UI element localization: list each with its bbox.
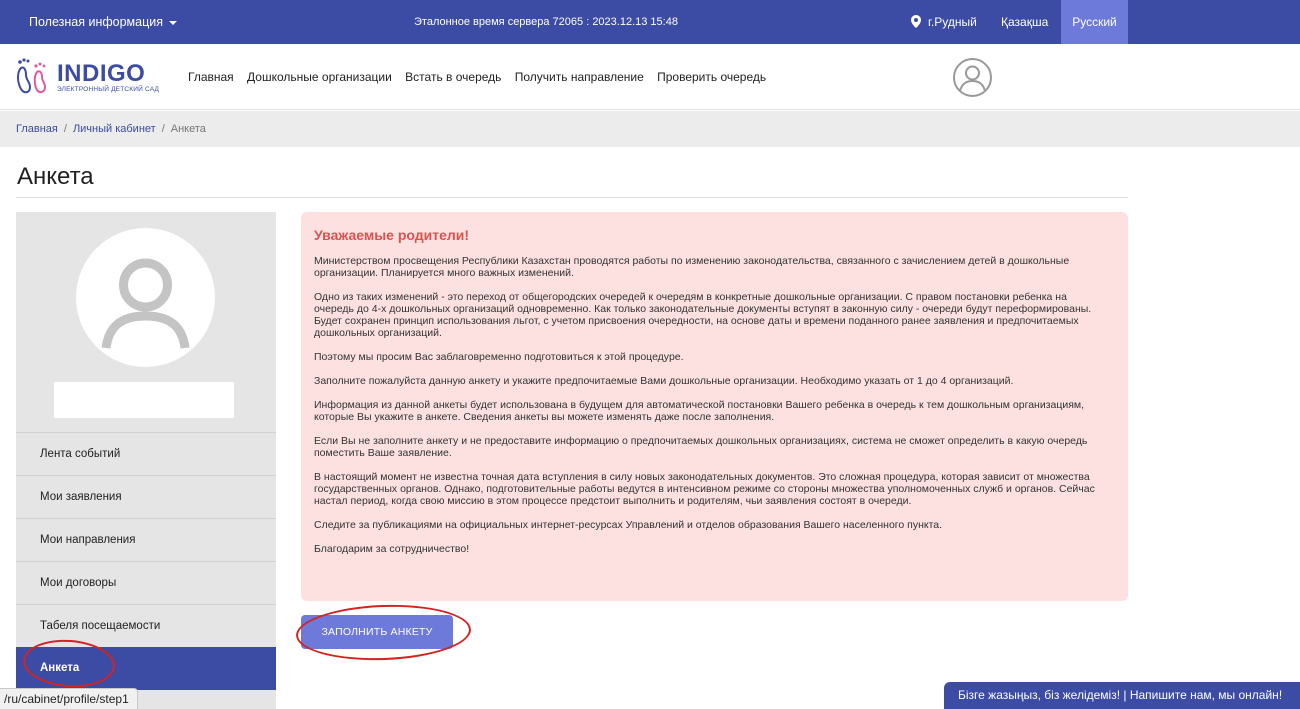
top-bar bbox=[0, 0, 1300, 44]
breadcrumb: Главная / Личный кабинет / Анкета bbox=[0, 111, 1300, 147]
notice-paragraph: Если Вы не заполните анкету и не предоставите информацию о предпочитаемых дошкольных организациях, система не сможет определить в какую очередь поместить Ваше заявление. bbox=[314, 435, 1088, 459]
notice-paragraph: Благодарим за сотрудничество! bbox=[314, 543, 470, 555]
notice-paragraph: Следите за публикациями на официальных интернет-ресурсах Управлений и отделов образования Вашего населенного пункта. bbox=[314, 519, 943, 531]
profile-avatar-icon bbox=[76, 228, 215, 367]
nav-home[interactable]: Главная bbox=[188, 70, 234, 84]
info-menu-label: Полезная информация bbox=[29, 15, 163, 29]
info-menu-dropdown[interactable] bbox=[29, 15, 177, 29]
main-nav bbox=[188, 70, 776, 84]
nav-preschools[interactable]: Дошкольные организации bbox=[247, 70, 392, 84]
status-bar-url: /ru/cabinet/profile/step1 bbox=[0, 688, 138, 709]
sidebar-item-questionnaire[interactable]: Анкета bbox=[16, 647, 276, 690]
location-pin-icon bbox=[911, 15, 921, 28]
server-time: Эталонное время сервера 72065 : 2023.12.13 15:48 bbox=[414, 16, 678, 28]
user-avatar-icon[interactable] bbox=[953, 58, 992, 97]
chat-widget-button[interactable]: Бізге жазыңыз, біз желідеміз! | Напишите нам, мы онлайн! bbox=[944, 682, 1300, 709]
sidebar-item-contracts[interactable]: Мои договоры bbox=[16, 561, 276, 604]
logo-footprint-icon bbox=[15, 56, 53, 96]
nav-check-queue[interactable]: Проверить очередь bbox=[657, 70, 767, 84]
city-label: г.Рудный bbox=[928, 15, 977, 29]
profile-card bbox=[16, 212, 276, 432]
notice-paragraph: Информация из данной анкеты будет использована в будущем для автоматической постановки Вашего ребенка в очередь к тем дошкольным организациям, которые Вы укажите в анкете. Сведения анкеты вы можете изменять даже после заполнения. bbox=[314, 399, 1085, 423]
lang-kazakh-link[interactable]: Қазақша bbox=[1001, 15, 1049, 29]
breadcrumb-current: Анкета bbox=[170, 123, 206, 135]
nav-get-referral[interactable]: Получить направление bbox=[514, 70, 644, 84]
sidebar-item-attendance[interactable]: Табеля посещаемости bbox=[16, 604, 276, 647]
page-title: Анкета bbox=[17, 163, 94, 190]
profile-sidebar bbox=[16, 212, 276, 709]
caret-down-icon bbox=[169, 21, 177, 25]
breadcrumb-cabinet[interactable]: Личный кабинет bbox=[72, 123, 156, 135]
sidebar-item-events[interactable]: Лента событий bbox=[16, 432, 276, 475]
sidebar-item-referrals[interactable]: Мои направления bbox=[16, 518, 276, 561]
notice-paragraph: В настоящий момент не известна точная дата вступления в силу новых законодательных документов. Это сложная процедура, которая зависит от множества государственных органов. Однако, подготовительные работы ведутся в интенсивном режиме со стороны множества уполномоченных служб и органов. Сейчас настал период, когда свою миссию в этом процессе предстоит выполнить и родителям, чьи заявления состоят в очереди. bbox=[314, 471, 1095, 507]
fill-questionnaire-button[interactable]: ЗАПОЛНИТЬ АНКЕТУ bbox=[301, 615, 453, 649]
nav-join-queue[interactable]: Встать в очередь bbox=[405, 70, 502, 84]
title-divider bbox=[16, 197, 1128, 198]
notice-paragraph: Заполните пожалуйста данную анкету и укажите предпочитаемые Вами дошкольные организации. Необходимо указать от 1 до 4 организаций. bbox=[314, 375, 1014, 387]
redacted-user-name bbox=[54, 382, 234, 418]
breadcrumb-home[interactable]: Главная bbox=[16, 123, 58, 135]
lang-russian-link[interactable]: Русский bbox=[1061, 0, 1128, 44]
notice-heading: Уважаемые родители! bbox=[314, 227, 470, 243]
notice-paragraph: Поэтому мы просим Вас заблаговременно подготовиться к этой процедуре. bbox=[314, 351, 684, 363]
sidebar-menu bbox=[16, 432, 276, 690]
logo-wordmark: INDIGO bbox=[57, 60, 146, 87]
notice-paragraph: Министерством просвещения Республики Казахстан проводятся работы по изменению законодательства, связанного с зачислением детей в дошкольные организации. Планируется много важных изменений. bbox=[314, 255, 1070, 279]
sidebar-item-applications[interactable]: Мои заявления bbox=[16, 475, 276, 518]
city-selector[interactable] bbox=[911, 15, 977, 29]
parents-notice bbox=[301, 212, 1128, 601]
site-logo[interactable] bbox=[15, 56, 175, 100]
main-header bbox=[0, 44, 1300, 110]
logo-subtitle: ЭЛЕКТРОННЫЙ ДЕТСКИЙ САД bbox=[57, 86, 160, 93]
notice-paragraph: Одно из таких изменений - это переход от общегородских очередей к очередям в конкретные дошкольные организации. С правом постановки ребенка на очередь до 4-х дошкольных организаций одновременно. Как только законодательные документы вступят в законную силу - очереди будут переформированы. Будет сохранен принцип использования льгот, с учетом присвоения очередности, на основе даты и времени поданного ранее заявления и предпочитаемых дошкольных организаций. bbox=[314, 291, 1092, 339]
